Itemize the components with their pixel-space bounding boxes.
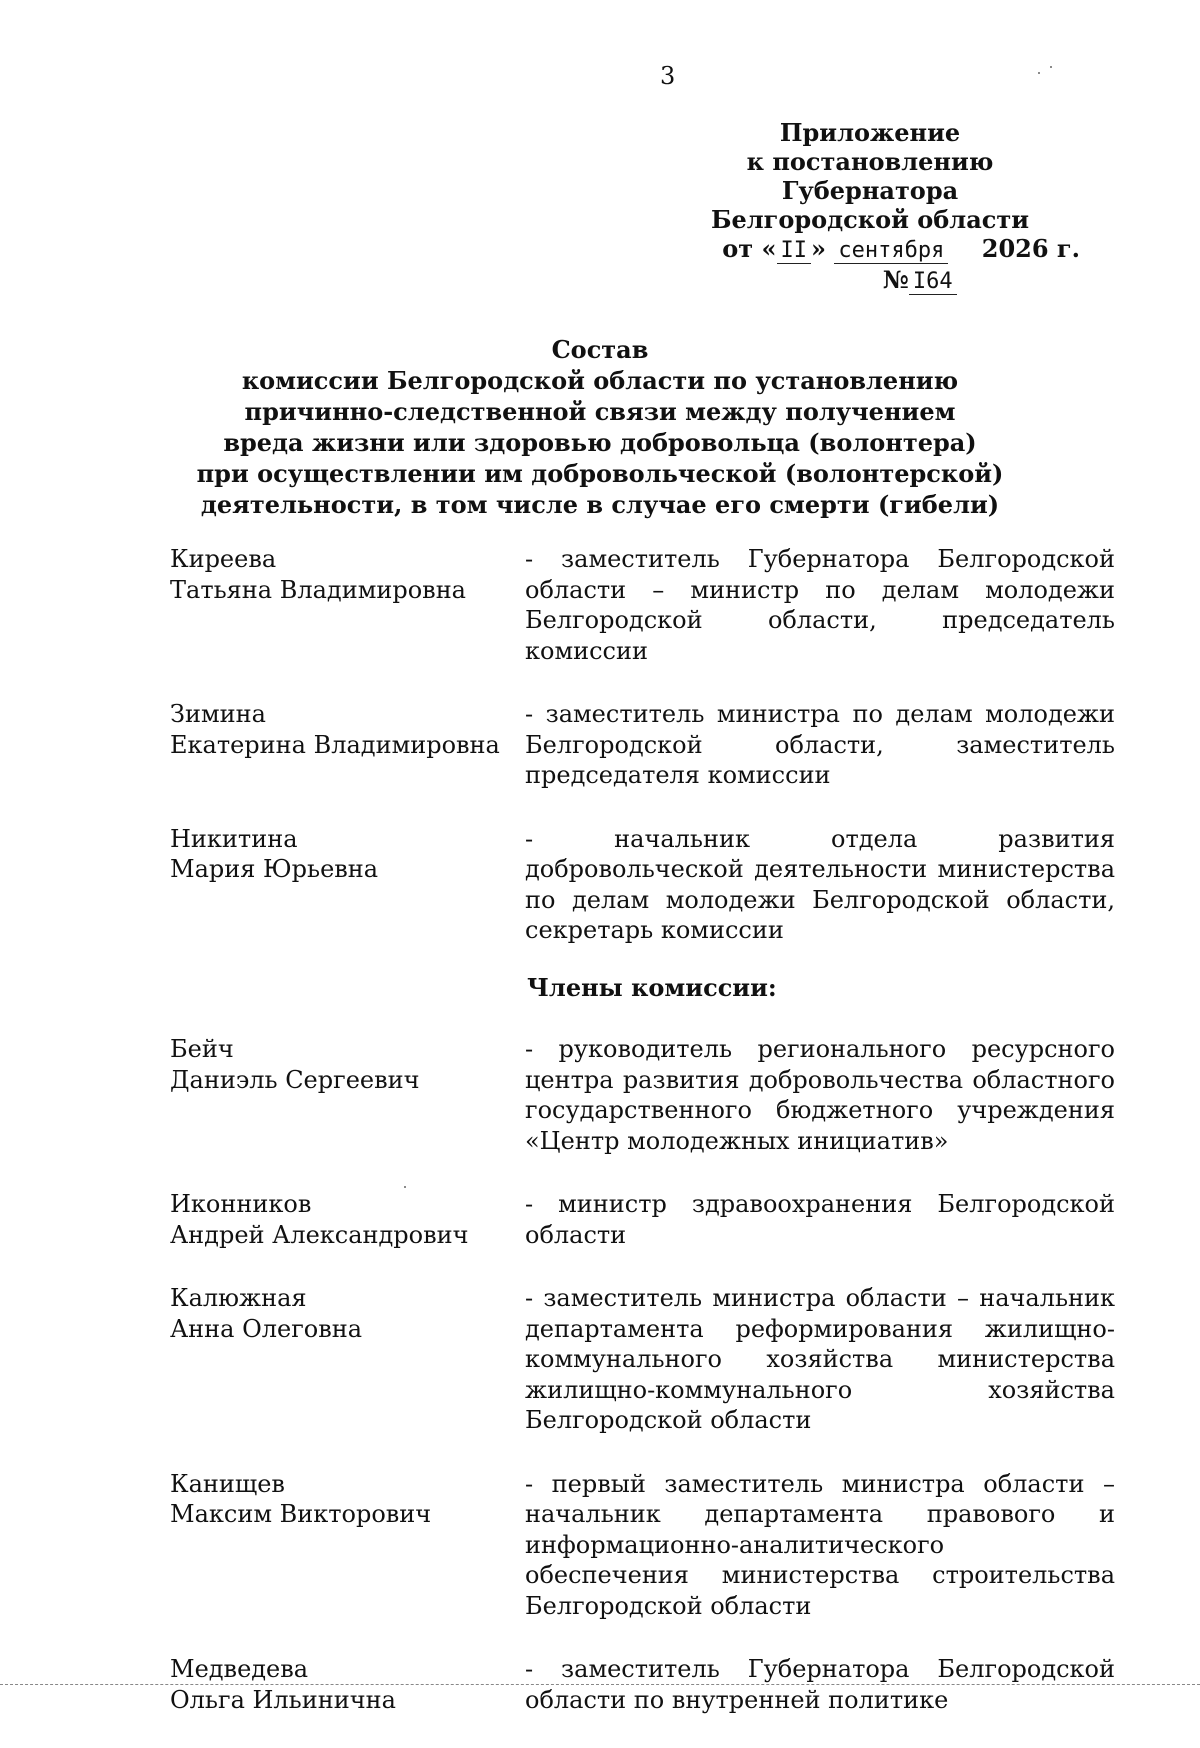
appendix-header — [660, 118, 1080, 296]
member-surname: Канищев — [170, 1469, 285, 1498]
member-surname: Калюжная — [170, 1284, 307, 1312]
roster-row — [170, 1469, 1115, 1622]
date-year: 2026 г. — [981, 234, 1080, 263]
roster-row — [170, 1189, 1115, 1250]
date-prefix: от « — [722, 234, 777, 263]
member-given-names: Анна Олеговна — [170, 1314, 363, 1343]
scan-bottom-edge — [0, 1684, 1200, 1685]
member-given-names: Ольга Ильинична — [170, 1685, 396, 1714]
roster-row — [170, 1283, 1115, 1436]
member-given-names: Мария Юрьевна — [170, 855, 379, 883]
member-role: - заместитель Губернатора Белгородской области по внутренней политике — [525, 1655, 1115, 1714]
appendix-title: Приложение — [779, 118, 961, 147]
title-line-4: вреда жизни или здоровью добровольца (волонтера) — [223, 428, 977, 457]
member-surname: Бейч — [170, 1035, 234, 1063]
decree-date — [660, 234, 1080, 265]
member-role: - начальник отдела развития добровольческой деятельности министерства по делам молодежи Белгородской области, секретарь комиссии — [525, 824, 1115, 944]
date-month: сентября — [834, 238, 948, 264]
member-surname: Никитина — [170, 824, 298, 853]
decree-number — [660, 265, 1080, 296]
member-given-names: Даниэль Сергеевич — [170, 1065, 420, 1094]
appendix-region-line: Белгородской области — [710, 205, 1030, 234]
scan-speck — [1038, 72, 1040, 74]
member-role: - заместитель министра по делам молодежи Белгородской области, заместитель председателя комиссии — [525, 700, 1115, 789]
member-name — [170, 1469, 525, 1622]
member-given-names: Татьяна Владимировна — [170, 575, 466, 604]
member-role: - первый заместитель министра области – начальник департамента правового и информационно-аналитического обеспечения министерства строительства Белгородской области — [525, 1469, 1115, 1620]
title-line-3: причинно-следственной связи между получением — [244, 397, 956, 426]
member-surname: Медведева — [170, 1655, 309, 1683]
title-line-2: комиссии Белгородской области по установлению — [241, 366, 959, 395]
member-role: - заместитель Губернатора Белгородской области – министр по делам молодежи Белгородской области, председатель комиссии — [525, 545, 1115, 665]
member-surname: Иконников — [170, 1190, 312, 1218]
member-given-names: Андрей Александрович — [170, 1220, 469, 1249]
member-surname: Киреева — [170, 545, 277, 573]
title-line-5: при осуществлении им добровольческой (волонтерской) — [196, 459, 1004, 488]
appendix-decree-line: к постановлению Губернатора — [746, 147, 994, 205]
scan-speck — [404, 1186, 406, 1188]
roster-row — [170, 1034, 1115, 1156]
document-title — [170, 334, 1030, 520]
member-name — [170, 544, 525, 666]
title-line-6: деятельности, в том числе в случае его смерти (гибели) — [200, 490, 1000, 519]
date-mid: » — [811, 234, 827, 263]
page-number: 3 — [660, 62, 676, 90]
scan-speck — [1050, 66, 1052, 68]
member-given-names: Максим Викторович — [170, 1500, 432, 1528]
number-value: I64 — [909, 269, 957, 295]
member-name — [170, 699, 525, 791]
member-role: - заместитель министра области – начальник департамента реформирования жилищно-коммунального хозяйства министерства жилищно-коммунального хозяйства Белгородской области — [525, 1284, 1115, 1434]
roster-row — [170, 699, 1115, 791]
title-line-1: Состав — [551, 335, 649, 364]
member-given-names: Екатерина Владимировна — [170, 730, 500, 759]
number-prefix: № — [882, 265, 909, 294]
roster-row — [170, 824, 1115, 946]
member-role: - руководитель регионального ресурсного центра развития добровольчества областного государственного бюджетного учреждения «Центр молодежных инициатив» — [525, 1035, 1115, 1155]
member-role: - министр здравоохранения Белгородской области — [525, 1190, 1115, 1249]
member-name — [170, 1189, 525, 1250]
roster-row — [170, 544, 1115, 666]
member-name — [170, 1283, 525, 1436]
members-heading: Члены комиссии: — [527, 972, 777, 1002]
date-day: II — [777, 238, 812, 264]
commission-roster — [170, 544, 1115, 1748]
member-surname: Зимина — [170, 700, 266, 728]
member-name — [170, 1034, 525, 1156]
member-name — [170, 824, 525, 946]
